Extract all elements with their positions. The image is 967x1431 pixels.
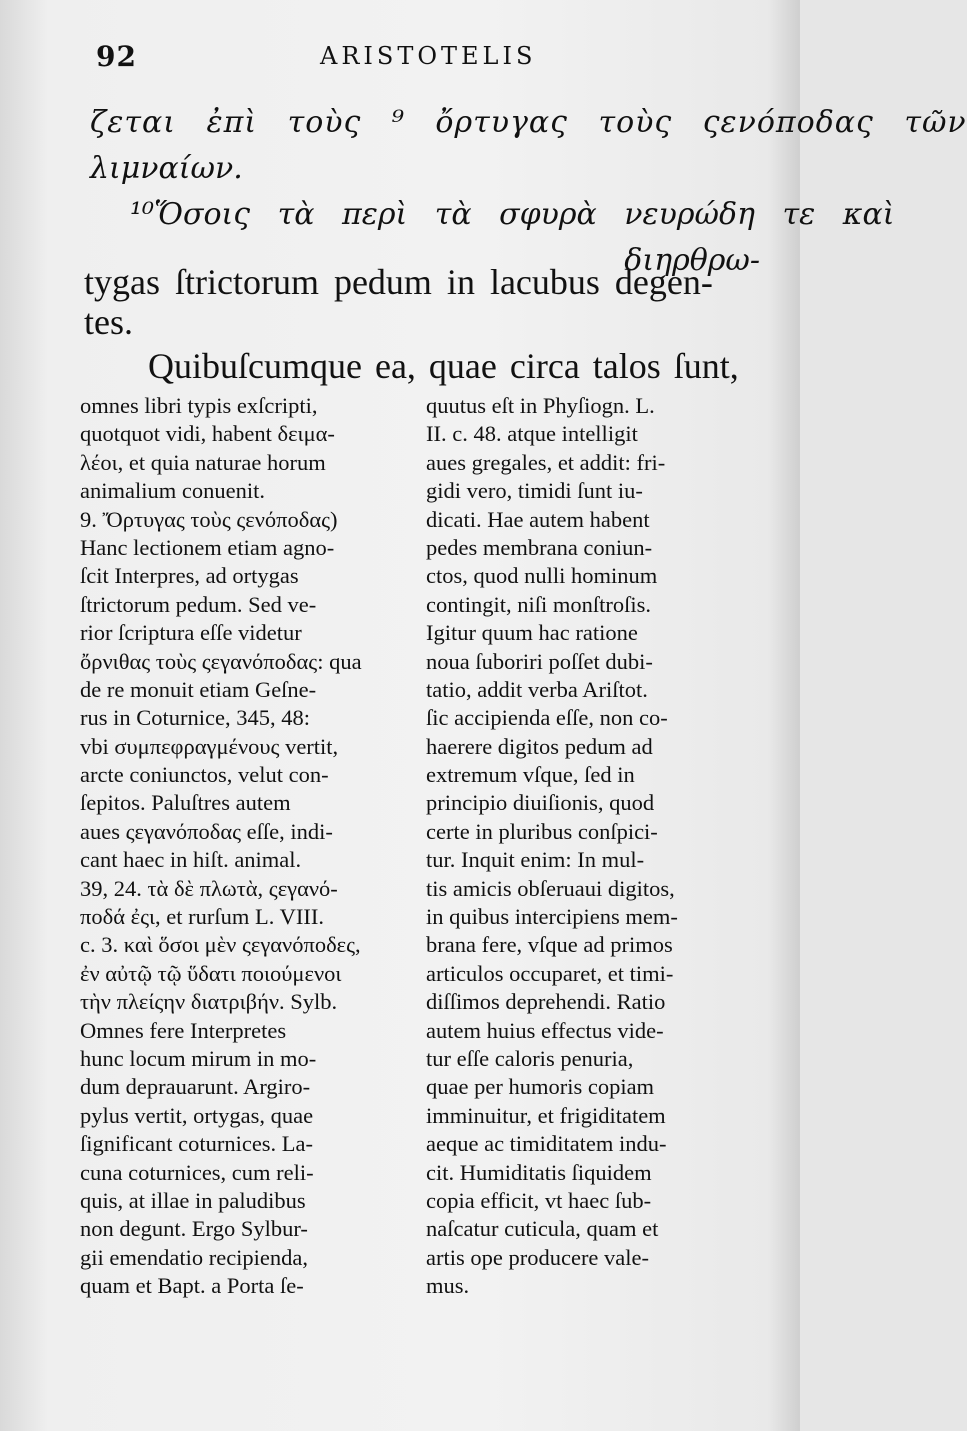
note-line: cuna coturnices, cum reli- — [80, 1159, 314, 1185]
notes-column-left — [80, 392, 410, 1301]
note-line: dicati. Hae autem habent — [426, 506, 650, 532]
note-line: tur eſſe caloris penuria, — [426, 1045, 634, 1071]
note-line: quae per humoris copiam — [426, 1074, 655, 1100]
note-line: non degunt. Ergo Sylbur- — [80, 1216, 308, 1242]
note-line: cant haec in hiſt. animal. — [80, 847, 302, 873]
note-line: quotquot vidi, habent δειμα- — [80, 421, 335, 447]
note-line: II. c. 48. atque intelligit — [426, 421, 638, 447]
note-line: λέοι, et quia naturae horum — [80, 449, 326, 475]
note-line: 9. Ὄρτυγας τοὺς ςενόποδας) — [80, 506, 338, 532]
note-line: hunc locum mirum in mo- — [80, 1045, 317, 1071]
note-line: naſcatur cuticula, quam et — [426, 1216, 659, 1242]
note-line: in quibus intercipiens mem- — [426, 904, 678, 930]
note-line: gii emendatio recipienda, — [80, 1244, 309, 1270]
note-line: tur. Inquit enim: In mul- — [426, 847, 645, 873]
note-line: mus. — [426, 1273, 470, 1299]
note-line: imminuitur, et frigiditatem — [426, 1102, 666, 1128]
note-line: quutus eſt in Phyſiogn. L. — [426, 393, 655, 418]
note-line: artis ope producere vale- — [426, 1244, 650, 1270]
note-line: ποδά ἐςι, et rurſum L. VIII. — [80, 904, 324, 930]
latin-line: tygas ſtrictorum pedum in lacubus degen- — [84, 262, 713, 302]
note-line: c. 3. καὶ ὅσοι μὲν ςεγανόποδες, — [80, 932, 361, 958]
latin-line: tes. — [84, 302, 133, 342]
note-line: Omnes fere Interpretes — [80, 1017, 287, 1043]
greek-line: διηρθρω- — [624, 243, 760, 278]
note-line: omnes libri typis exſcripti, — [80, 393, 318, 418]
note-line: tatio, addit verba Ariſtot. — [426, 676, 648, 702]
note-line: rus in Coturnice, 345, 48: — [80, 705, 310, 731]
note-line: pedes membrana coniun- — [426, 534, 653, 560]
latin-translation — [84, 262, 774, 386]
note-line: ctos, quod nulli hominum — [426, 563, 658, 589]
note-line: brana fere, vſque ad primos — [426, 932, 673, 958]
note-line: τὴν πλείςην διατριβήν. Sylb. — [80, 989, 338, 1015]
greek-line: λιμναίων. — [90, 151, 243, 186]
note-line: vbi συμπεφραγμένους vertit, — [80, 733, 339, 759]
note-line: cit. Humiditatis ſiquidem — [426, 1159, 652, 1185]
note-line: aues ςεγανόποδας eſſe, indi- — [80, 818, 333, 844]
latin-line: Quibuſcumque ea, quae circa talos ſunt, — [148, 346, 739, 386]
note-line: articulos occuparet, et timi- — [426, 960, 674, 986]
note-line: animalium conuenit. — [80, 478, 265, 504]
note-line: haerere digitos pedum ad — [426, 733, 653, 759]
note-line: dum deprauarunt. Argiro- — [80, 1074, 311, 1100]
notes-column-right — [426, 392, 762, 1301]
note-line: ὄρνιθας τοὺς ςεγανόποδας: qua — [80, 648, 362, 674]
note-line: autem huius effectus vide- — [426, 1017, 664, 1043]
page-header — [0, 40, 800, 80]
note-line: quis, at illae in paludibus — [80, 1187, 306, 1213]
running-head: ARISTOTELIS — [320, 42, 537, 70]
greek-line: ¹⁰Ὅσοις τὰ περὶ τὰ σφυρὰ νευρώδη τε καὶ — [130, 197, 895, 232]
note-line: de re monuit etiam Geſne- — [80, 676, 317, 702]
note-line: ſic accipienda eſſe, non co- — [426, 705, 668, 731]
page-number: 92 — [96, 40, 137, 73]
note-line: 39, 24. τὰ δὲ πλωτὰ, ςεγανό- — [80, 875, 338, 901]
note-line: gidi vero, timidi ſunt iu- — [426, 478, 643, 504]
note-line: certe in pluribus conſpici- — [426, 818, 658, 844]
note-line: aeque ac timiditatem indu- — [426, 1131, 667, 1157]
greek-text — [90, 100, 967, 284]
note-line: ἐν αὐτῷ τῷ ὕδατι ποιούμενοι — [80, 960, 342, 986]
note-line: principio diuiſionis, quod — [426, 790, 655, 816]
note-line: Igitur quum hac ratione — [426, 620, 638, 646]
note-line: contingit, niſi monſtroſis. — [426, 591, 651, 617]
note-line: ſepitos. Paluſtres autem — [80, 790, 291, 816]
greek-line: ζεται ἐπὶ τοὺς ⁹ ὄρτυγας τοὺς ςενόποδας τῶν — [90, 105, 967, 140]
note-line: aues gregales, et addit: fri- — [426, 449, 666, 475]
note-line: quam et Bapt. a Porta ſe- — [80, 1273, 304, 1299]
note-line: tis amicis obſeruaui digitos, — [426, 875, 675, 901]
note-line: Hanc lectionem etiam agno- — [80, 534, 335, 560]
note-line: ſignificant coturnices. La- — [80, 1131, 314, 1157]
note-line: arcte coniunctos, velut con- — [80, 762, 329, 788]
note-line: ſtrictorum pedum. Sed ve- — [80, 591, 317, 617]
note-line: noua ſuboriri poſſet dubi- — [426, 648, 653, 674]
note-line: pylus vertit, ortygas, quae — [80, 1102, 314, 1128]
note-line: rior ſcriptura eſſe videtur — [80, 620, 302, 646]
note-line: diſſimos deprehendi. Ratio — [426, 989, 666, 1015]
note-line: extremum vſque, ſed in — [426, 762, 635, 788]
note-line: copia efficit, vt haec ſub- — [426, 1187, 652, 1213]
note-line: ſcit Interpres, ad ortygas — [80, 563, 299, 589]
